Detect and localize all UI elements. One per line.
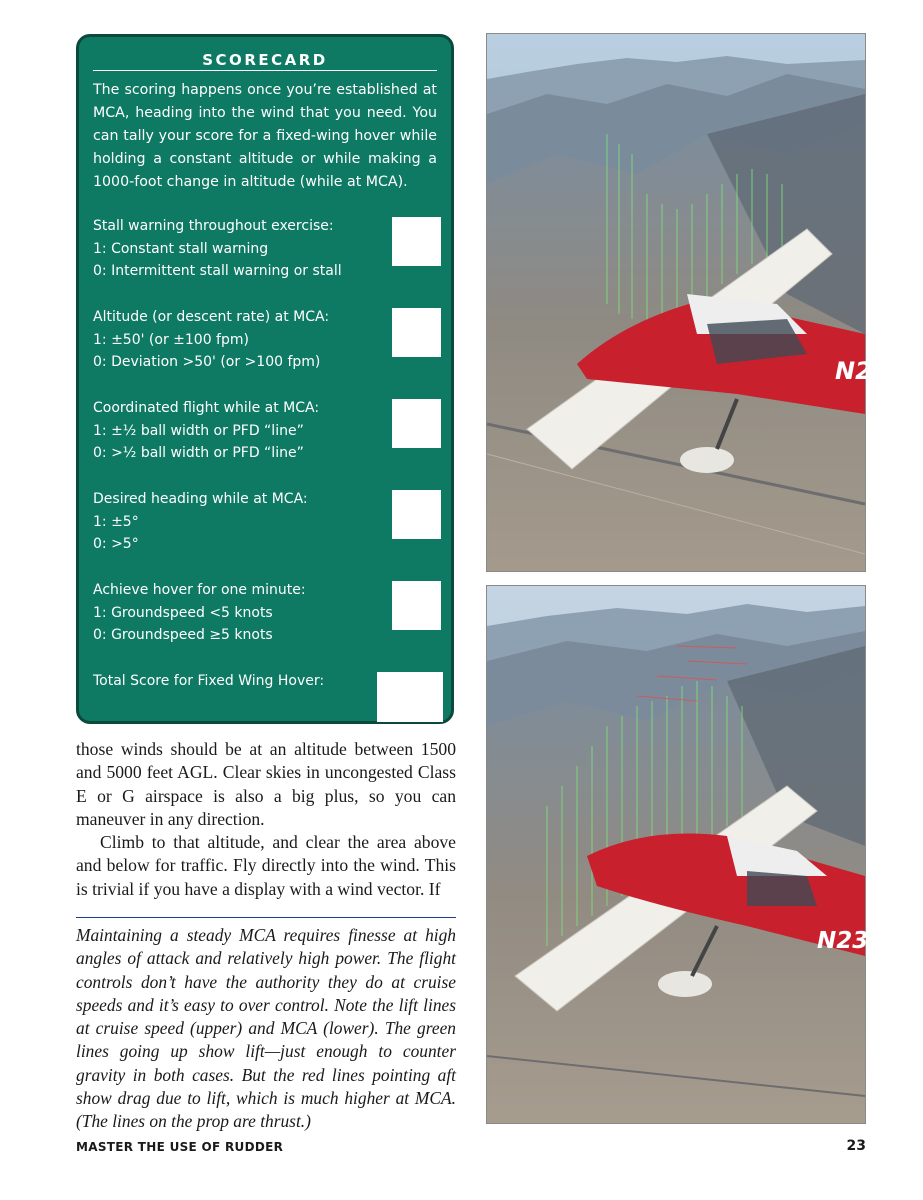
scorecard-box — [76, 34, 454, 724]
scorecard-item-stall-warning — [93, 215, 383, 283]
scorecard-item-score-0: 0: Groundspeed ≥5 knots — [93, 627, 273, 643]
scorecard-item-heading: Achieve hover for one minute: — [93, 582, 306, 598]
caption-rule — [76, 917, 456, 918]
mca-illustration — [487, 586, 869, 1123]
scorecard-item-altitude — [93, 306, 383, 374]
page-number: 23 — [846, 1138, 866, 1154]
score-box-heading[interactable] — [392, 490, 441, 539]
photo-caption: Maintaining a steady MCA requires finesse at high angles of attack and relatively high power. The flight controls don’t have the authority they do at cruise speeds and it’s easy to over control. Note the lift lines at cruise speed (upper) and MCA (lower). The green lines going up show lift—just enough to counter gravity in both cases. But the red lines pointing aft show drag due to lift, which is much higher at MCA. (The lines on the prop are thrust.) — [76, 925, 456, 1132]
scorecard-item-score-0: 0: Deviation >50' (or >100 fpm) — [93, 354, 321, 370]
photo-mca — [486, 585, 869, 1124]
scorecard-item-score-0: 0: >5° — [93, 536, 139, 552]
scorecard-title-rule — [93, 70, 437, 71]
scorecard-item-score-1: 1: Groundspeed <5 knots — [93, 604, 273, 621]
scorecard-item-score-1: 1: Constant stall warning — [93, 240, 269, 257]
scorecard-item-score-0: 0: >½ ball width or PFD “line” — [93, 445, 304, 461]
score-box-altitude[interactable] — [392, 308, 441, 357]
footer-title: MASTER THE USE OF RUDDER — [76, 1140, 284, 1154]
score-box-hover[interactable] — [392, 581, 441, 630]
scorecard-item-score-0: 0: Intermittent stall warning or stall — [93, 263, 342, 279]
score-box-coordinated-flight[interactable] — [392, 399, 441, 448]
body-text — [76, 738, 456, 901]
scorecard-item-score-1: 1: ±50' (or ±100 fpm) — [93, 331, 249, 348]
scorecard-item-heading: Stall warning throughout exercise: — [93, 218, 334, 234]
scorecard-item-heading: Desired heading while at MCA: — [93, 491, 308, 507]
tail-number-upper: N2 — [835, 357, 872, 385]
scorecard-item-score-1: 1: ±5° — [93, 513, 139, 530]
scorecard-title: SCORECARD — [202, 51, 328, 69]
photo-cruise-speed — [486, 33, 872, 572]
tail-number-lower: N23 — [817, 928, 869, 954]
scorecard-item-heading: Coordinated flight while at MCA: — [93, 400, 320, 416]
cruise-speed-illustration — [487, 34, 872, 571]
scorecard-item-coordinated-flight — [93, 397, 383, 465]
body-paragraph-1: those winds should be at an altitude between 1500 and 5000 feet AGL. Clear skies in uncongested Class E or G airspace is also a big plus, so you can maneuver in any direction. — [76, 739, 456, 829]
scorecard-item-score-1: 1: ±½ ball width or PFD “line” — [93, 422, 304, 439]
total-score-box[interactable] — [377, 672, 443, 722]
total-score-label: Total Score for Fixed Wing Hover: — [93, 673, 325, 689]
scorecard-item-heading: Altitude (or descent rate) at MCA: — [93, 309, 330, 325]
score-box-stall-warning[interactable] — [392, 217, 441, 266]
body-paragraph-2: Climb to that altitude, and clear the area above and below for traffic. Fly directly into the wind. This is trivial if you have a display with a wind vector. If — [76, 832, 456, 899]
scorecard-item-hover — [93, 579, 383, 647]
scorecard-item-heading-control — [93, 488, 383, 556]
scorecard-intro: The scoring happens once you’re established at MCA, heading into the wind that you need. You can tally your score for a fixed-wing hover while holding a constant altitude or while making a 1000-foot change in altitude (while at MCA). — [93, 82, 437, 190]
